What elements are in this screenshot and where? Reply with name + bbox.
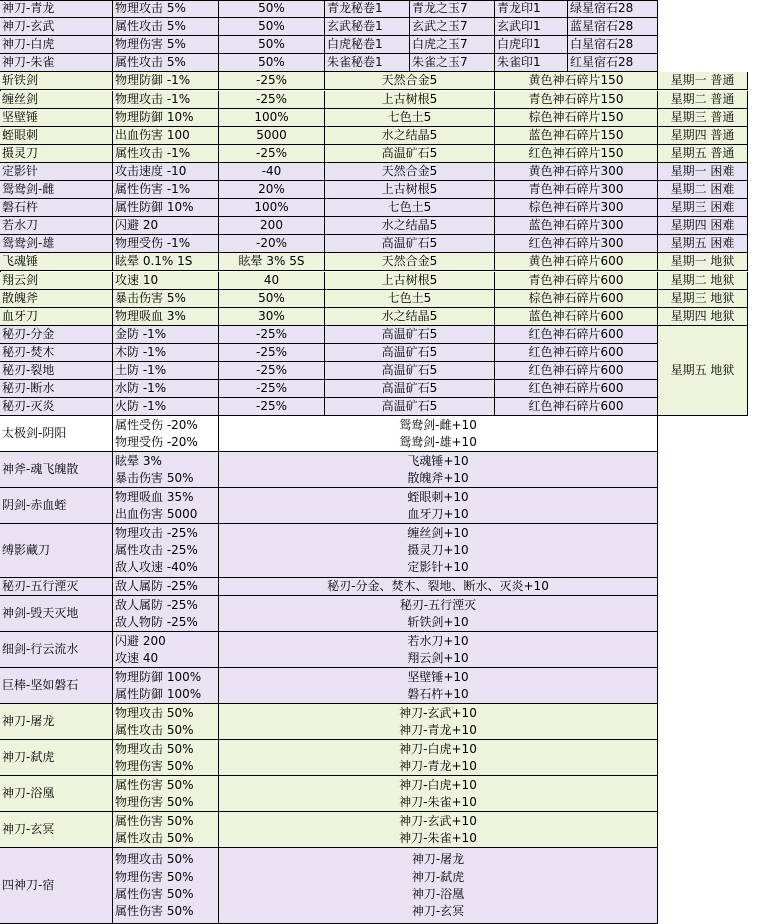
shenhun-cell[interactable]: 朱雀印1: [495, 54, 568, 72]
weapon-cell[interactable]: 青色神石碎片300: [495, 181, 658, 199]
weapon-cell[interactable]: -25%: [219, 362, 325, 380]
weapon-cell[interactable]: 血牙刀: [0, 308, 113, 326]
combo-stats-line: 敌人攻速 -40%: [115, 560, 198, 575]
combo-materials[interactable]: [219, 596, 658, 632]
weapon-cell[interactable]: 闪避 20: [113, 217, 219, 235]
weapon-cell[interactable]: 30%: [219, 308, 325, 326]
weapon-cell[interactable]: -25%: [219, 91, 325, 109]
weapon-cell[interactable]: 水之结晶5: [325, 127, 495, 145]
weapon-cell[interactable]: 水之结晶5: [325, 217, 495, 235]
weapon-cell[interactable]: 红色神石碎片600: [495, 380, 658, 398]
combo-stats[interactable]: [113, 704, 219, 740]
combo-materials-line: 蛭眼刺+10: [407, 489, 469, 504]
combo-stats-line: 攻速 40: [115, 650, 159, 665]
combo-materials-line: 神刀-朱雀+10: [399, 830, 477, 845]
weapon-cell[interactable]: 物理吸血 3%: [113, 308, 219, 326]
combo-stats-line: 属性伤害 50%: [115, 904, 194, 919]
shenhun-cell[interactable]: 50%: [219, 36, 325, 54]
combo-name[interactable]: 神斧-魂飞魄散: [0, 452, 113, 488]
combo-name[interactable]: 阴剑-赤血蛭: [0, 488, 113, 524]
combo-materials-line: 神刀-弑虎: [411, 869, 465, 884]
shenhun-cell[interactable]: 白虎秘卷1: [325, 36, 410, 54]
combo-stats-line: 物理伤害 50%: [115, 758, 194, 773]
combo-materials-line: 神刀-玄武+10: [399, 813, 477, 828]
schedule-cell[interactable]: 星期二 困难: [658, 181, 748, 199]
combo-stats-line: 出血伤害 5000: [115, 506, 198, 521]
weapon-cell[interactable]: 黄色神石碎片600: [495, 253, 658, 271]
weapon-cell[interactable]: 攻击速度 -10: [113, 163, 219, 181]
weapon-cell[interactable]: 5000: [219, 127, 325, 145]
weapon-cell[interactable]: 属性伤害 -1%: [113, 181, 219, 199]
weapon-cell[interactable]: 棕色神石碎片300: [495, 199, 658, 217]
combo-materials-line: 秘刃-分金、焚木、裂地、断水、灭炎+10: [327, 579, 549, 594]
weapon-cell[interactable]: 坚壁锤: [0, 109, 113, 127]
weapon-cell[interactable]: 摄灵刀: [0, 145, 113, 163]
weapon-cell[interactable]: 蛭眼刺: [0, 127, 113, 145]
combo-stats-line: 属性攻击 -25%: [115, 543, 198, 558]
weapon-cell[interactable]: 七色土5: [325, 290, 495, 308]
combo-name[interactable]: 神剑-毁天灭地: [0, 596, 113, 632]
weapon-cell[interactable]: 鸳鸯剑-雄: [0, 235, 113, 253]
top-border: [0, 0, 658, 1]
combo-materials[interactable]: [219, 524, 658, 578]
schedule-cell[interactable]: 星期一 普通: [658, 72, 748, 90]
weapon-cell[interactable]: 秘刃-分金: [0, 326, 113, 344]
combo-materials[interactable]: [219, 632, 658, 668]
weapon-cell[interactable]: -25%: [219, 380, 325, 398]
combo-materials[interactable]: [219, 488, 658, 524]
combo-materials-line: 神刀-青龙+10: [399, 758, 477, 773]
combo-stats[interactable]: [113, 668, 219, 704]
combo-materials-line: 磐石杵+10: [407, 686, 469, 701]
weapon-cell[interactable]: 属性防御 10%: [113, 199, 219, 217]
weapon-cell[interactable]: -25%: [219, 72, 325, 90]
combo-stats[interactable]: [113, 848, 219, 924]
combo-materials-line: 秘刃-五行湮灭: [399, 597, 477, 612]
combo-materials[interactable]: [219, 812, 658, 848]
shenhun-cell[interactable]: 青龙秘卷1: [325, 0, 410, 18]
weapon-cell[interactable]: 火防 -1%: [113, 398, 219, 416]
combo-materials-line: 神刀-屠龙: [411, 852, 465, 867]
weapon-cell[interactable]: -20%: [219, 235, 325, 253]
weapon-cell[interactable]: 若水刀: [0, 217, 113, 235]
shenhun-cell[interactable]: 神刀-白虎: [0, 36, 113, 54]
weapon-cell[interactable]: 物理防御 -1%: [113, 72, 219, 90]
weapon-cell[interactable]: -40: [219, 163, 325, 181]
weapon-cell[interactable]: -25%: [219, 344, 325, 362]
weapon-cell[interactable]: 上古树根5: [325, 181, 495, 199]
shenhun-cell[interactable]: 蓝星宿石28: [568, 18, 658, 36]
weapon-cell[interactable]: 蓝色神石碎片150: [495, 127, 658, 145]
schedule-cell[interactable]: 星期二 地狱: [658, 272, 748, 290]
shenhun-cell[interactable]: 物理攻击 5%: [113, 0, 219, 18]
combo-materials[interactable]: [219, 578, 658, 596]
weapon-cell[interactable]: 高温矿石5: [325, 362, 495, 380]
shenhun-cell[interactable]: 50%: [219, 54, 325, 72]
weapon-cell[interactable]: 高温矿石5: [325, 235, 495, 253]
weapon-cell[interactable]: 红色神石碎片150: [495, 145, 658, 163]
combo-materials-line: 飞魂锤+10: [407, 453, 469, 468]
combo-stats[interactable]: [113, 632, 219, 668]
combo-stats[interactable]: [113, 416, 219, 452]
weapon-cell[interactable]: 金防 -1%: [113, 326, 219, 344]
weapon-cell[interactable]: -25%: [219, 145, 325, 163]
weapon-cell[interactable]: 上古树根5: [325, 91, 495, 109]
combo-materials[interactable]: [219, 776, 658, 812]
weapon-cell[interactable]: 秘刃-灭炎: [0, 398, 113, 416]
weapon-cell[interactable]: 翔云剑: [0, 272, 113, 290]
combo-materials[interactable]: [219, 704, 658, 740]
shenhun-cell[interactable]: 白虎之玉7: [410, 36, 495, 54]
combo-materials-line: 定影针+10: [407, 560, 469, 575]
shenhun-cell[interactable]: 物理伤害 5%: [113, 36, 219, 54]
weapon-cell[interactable]: 斩铁剑: [0, 72, 113, 90]
combo-materials-line: 神刀-青龙+10: [399, 722, 477, 737]
combo-stats-line: 属性受伤 -20%: [115, 417, 198, 432]
weapon-cell[interactable]: 红色神石碎片300: [495, 235, 658, 253]
shenhun-cell[interactable]: 属性攻击 5%: [113, 54, 219, 72]
weapon-cell[interactable]: 100%: [219, 109, 325, 127]
combo-stats[interactable]: [113, 524, 219, 578]
weapon-cell[interactable]: 天然合金5: [325, 72, 495, 90]
shenhun-cell[interactable]: 玄武之玉7: [410, 18, 495, 36]
weapon-cell[interactable]: 天然合金5: [325, 163, 495, 181]
weapon-cell[interactable]: 天然合金5: [325, 253, 495, 271]
combo-name[interactable]: 缚影藏刀: [0, 524, 113, 578]
combo-stats-line: 物理受伤 -20%: [115, 434, 198, 449]
combo-materials-line: 摄灵刀+10: [407, 543, 469, 558]
combo-name[interactable]: 神刀-弑虎: [0, 740, 113, 776]
weapon-cell[interactable]: 50%: [219, 290, 325, 308]
shenhun-cell[interactable]: 绿星宿石28: [568, 0, 658, 18]
weapon-cell[interactable]: 缠丝剑: [0, 91, 113, 109]
combo-stats-line: 属性伤害 50%: [115, 813, 194, 828]
shenhun-cell[interactable]: 朱雀之玉7: [410, 54, 495, 72]
weapon-cell[interactable]: 蓝色神石碎片600: [495, 308, 658, 326]
combo-name[interactable]: 神刀-浴凰: [0, 776, 113, 812]
combo-materials[interactable]: [219, 416, 658, 452]
weapon-cell[interactable]: 棕色神石碎片600: [495, 290, 658, 308]
weapon-cell[interactable]: 七色土5: [325, 199, 495, 217]
combo-stats-line: 物理攻击 50%: [115, 852, 194, 867]
combo-materials-line: 神刀-白虎+10: [399, 741, 477, 756]
combo-stats[interactable]: [113, 776, 219, 812]
combo-materials-line: 坚壁锤+10: [407, 669, 469, 684]
combo-stats-line: 物理攻击 50%: [115, 741, 194, 756]
combo-materials[interactable]: [219, 668, 658, 704]
weapon-cell[interactable]: 眩晕 3% 5S: [219, 253, 325, 271]
combo-stats-line: 敌人属防 -25%: [115, 579, 198, 594]
combo-materials-line: 神刀-朱雀+10: [399, 794, 477, 809]
weapon-cell[interactable]: 200: [219, 217, 325, 235]
weapon-cell[interactable]: 水防 -1%: [113, 380, 219, 398]
shenhun-cell[interactable]: 属性攻击 5%: [113, 18, 219, 36]
shenhun-cell[interactable]: 青龙之玉7: [410, 0, 495, 18]
combo-materials[interactable]: [219, 848, 658, 924]
combo-materials-line: 血牙刀+10: [407, 506, 469, 521]
weapon-cell[interactable]: 七色土5: [325, 109, 495, 127]
shenhun-cell[interactable]: 神刀-玄武: [0, 18, 113, 36]
combo-stats-line: 属性伤害 50%: [115, 886, 194, 901]
combo-materials-line: 缠丝剑+10: [407, 525, 469, 540]
shenhun-cell[interactable]: 神刀-朱雀: [0, 54, 113, 72]
combo-materials-line: 神刀-玄冥: [411, 904, 465, 919]
weapon-cell[interactable]: 棕色神石碎片150: [495, 109, 658, 127]
weapon-cell[interactable]: 出血伤害 100: [113, 127, 219, 145]
weapon-cell[interactable]: 高温矿石5: [325, 145, 495, 163]
weapon-cell[interactable]: 暴击伤害 5%: [113, 290, 219, 308]
weapon-cell[interactable]: 属性攻击 -1%: [113, 145, 219, 163]
shenhun-cell[interactable]: 玄武秘卷1: [325, 18, 410, 36]
schedule-cell[interactable]: 星期四 困难: [658, 217, 748, 235]
combo-stats-line: 属性攻击 50%: [115, 830, 194, 845]
weapon-cell[interactable]: 红色神石碎片600: [495, 362, 658, 380]
weapon-cell[interactable]: 红色神石碎片600: [495, 326, 658, 344]
weapon-cell[interactable]: 黄色神石碎片150: [495, 72, 658, 90]
weapon-cell[interactable]: 磐石杵: [0, 199, 113, 217]
schedule-cell[interactable]: 星期三 地狱: [658, 290, 748, 308]
shenhun-cell[interactable]: 白星宿石28: [568, 36, 658, 54]
combo-name[interactable]: 神刀-玄冥: [0, 812, 113, 848]
weapon-cell[interactable]: 水之结晶5: [325, 308, 495, 326]
combo-materials-line: 神刀-玄武+10: [399, 705, 477, 720]
weapon-cell[interactable]: 100%: [219, 199, 325, 217]
combo-materials-line: 鸳鸯剑-雄+10: [399, 434, 477, 449]
weapon-cell[interactable]: 秘刃-裂地: [0, 362, 113, 380]
weapon-cell[interactable]: -25%: [219, 326, 325, 344]
shenhun-cell[interactable]: 红星宿石28: [568, 54, 658, 72]
schedule-cell[interactable]: 星期一 地狱: [658, 253, 748, 271]
weapon-cell[interactable]: 青色神石碎片600: [495, 272, 658, 290]
combo-materials-line: 若水刀+10: [407, 633, 469, 648]
combo-name[interactable]: 巨棒-坚如磐石: [0, 668, 113, 704]
schedule-cell[interactable]: 星期三 困难: [658, 199, 748, 217]
combo-stats-line: 闪避 200: [115, 633, 166, 648]
shenhun-cell[interactable]: 50%: [219, 0, 325, 18]
weapon-cell[interactable]: 红色神石碎片600: [495, 398, 658, 416]
weapon-cell[interactable]: 定影针: [0, 163, 113, 181]
shenhun-cell[interactable]: 青龙印1: [495, 0, 568, 18]
schedule-merged-cell[interactable]: 星期五 地狱: [658, 326, 748, 417]
combo-materials-line: 斩铁剑+10: [407, 614, 469, 629]
weapon-cell[interactable]: 高温矿石5: [325, 398, 495, 416]
weapon-cell[interactable]: 20%: [219, 181, 325, 199]
weapon-cell[interactable]: 蓝色神石碎片300: [495, 217, 658, 235]
combo-stats-line: 物理吸血 35%: [115, 489, 194, 504]
shenhun-cell[interactable]: 玄武印1: [495, 18, 568, 36]
weapon-cell[interactable]: 青色神石碎片150: [495, 91, 658, 109]
shenhun-cell[interactable]: 50%: [219, 18, 325, 36]
combo-name[interactable]: 秘刃-五行湮灭: [0, 578, 113, 596]
combo-stats[interactable]: [113, 578, 219, 596]
combo-stats-line: 属性伤害 50%: [115, 777, 194, 792]
schedule-cell[interactable]: 星期二 普通: [658, 91, 748, 109]
combo-stats-line: 暴击伤害 50%: [115, 470, 194, 485]
combo-stats-line: 属性攻击 50%: [115, 722, 194, 737]
combo-name[interactable]: 神刀-屠龙: [0, 704, 113, 740]
schedule-cell[interactable]: 星期一 困难: [658, 163, 748, 181]
combo-name[interactable]: 细剑-行云流水: [0, 632, 113, 668]
weapon-cell[interactable]: 飞魂锤: [0, 253, 113, 271]
combo-materials-line: 神刀-浴凰: [411, 886, 465, 901]
weapon-cell[interactable]: 黄色神石碎片300: [495, 163, 658, 181]
combo-materials-line: 散魄斧+10: [407, 470, 469, 485]
weapon-cell[interactable]: 眩晕 0.1% 1S: [113, 253, 219, 271]
schedule-cell[interactable]: 星期五 普通: [658, 145, 748, 163]
combo-stats-line: 物理攻击 -25%: [115, 525, 198, 540]
combo-materials[interactable]: [219, 740, 658, 776]
combo-stats[interactable]: [113, 812, 219, 848]
combo-stats[interactable]: [113, 596, 219, 632]
combo-name[interactable]: 四神刀-宿: [0, 848, 113, 924]
weapon-cell[interactable]: 物理防御 10%: [113, 109, 219, 127]
combo-stats-line: 眩晕 3%: [115, 453, 162, 468]
weapon-cell[interactable]: 红色神石碎片600: [495, 344, 658, 362]
combo-stats[interactable]: [113, 740, 219, 776]
shenhun-cell[interactable]: 白虎印1: [495, 36, 568, 54]
weapon-cell[interactable]: 高温矿石5: [325, 380, 495, 398]
combo-stats[interactable]: [113, 488, 219, 524]
schedule-cell[interactable]: 星期三 普通: [658, 109, 748, 127]
combo-stats-line: 物理防御 100%: [115, 669, 202, 684]
combo-materials-line: 神刀-白虎+10: [399, 777, 477, 792]
combo-stats-line: 敌人物防 -25%: [115, 614, 198, 629]
weapon-cell[interactable]: 物理受伤 -1%: [113, 235, 219, 253]
combo-materials-line: 翔云剑+10: [407, 650, 469, 665]
combo-stats-line: 物理伤害 50%: [115, 794, 194, 809]
weapon-cell[interactable]: 物理攻击 -1%: [113, 91, 219, 109]
combo-stats-line: 敌人属防 -25%: [115, 597, 198, 612]
weapon-cell[interactable]: 秘刃-断水: [0, 380, 113, 398]
combo-name[interactable]: 太极剑-阴阳: [0, 416, 113, 452]
weapon-cell[interactable]: 土防 -1%: [113, 362, 219, 380]
schedule-cell[interactable]: 星期五 困难: [658, 235, 748, 253]
schedule-cell[interactable]: 星期四 普通: [658, 127, 748, 145]
weapon-cell[interactable]: 木防 -1%: [113, 344, 219, 362]
weapon-cell[interactable]: 鸳鸯剑-雌: [0, 181, 113, 199]
weapon-cell[interactable]: 散魄斧: [0, 290, 113, 308]
weapon-cell[interactable]: 40: [219, 272, 325, 290]
weapon-cell[interactable]: -25%: [219, 398, 325, 416]
shenhun-cell[interactable]: 朱雀秘卷1: [325, 54, 410, 72]
combo-stats-line: 物理伤害 50%: [115, 869, 194, 884]
combo-materials[interactable]: [219, 452, 658, 488]
combo-materials-line: 鸳鸯剑-雌+10: [399, 417, 477, 432]
weapon-cell[interactable]: 攻速 10: [113, 272, 219, 290]
weapon-cell[interactable]: 高温矿石5: [325, 344, 495, 362]
combo-stats[interactable]: [113, 452, 219, 488]
weapon-cell[interactable]: 上古树根5: [325, 272, 495, 290]
shenhun-cell[interactable]: 神刀-青龙: [0, 0, 113, 18]
weapon-cell[interactable]: 秘刃-焚木: [0, 344, 113, 362]
combo-stats-line: 物理攻击 50%: [115, 705, 194, 720]
weapon-cell[interactable]: 高温矿石5: [325, 326, 495, 344]
combo-stats-line: 属性防御 100%: [115, 686, 202, 701]
schedule-cell[interactable]: 星期四 地狱: [658, 308, 748, 326]
